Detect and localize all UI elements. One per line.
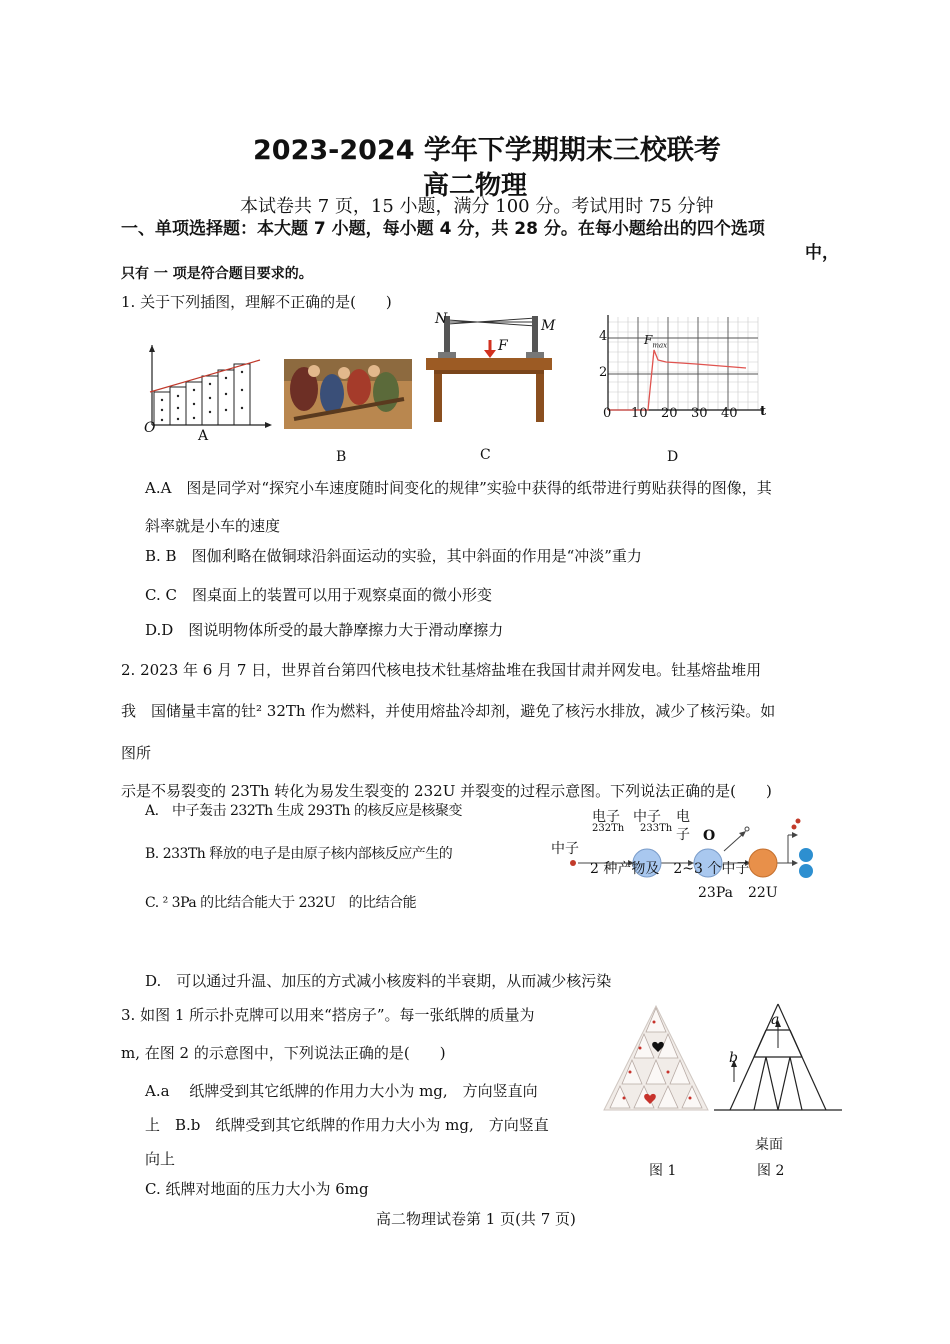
q1-fig-d-ytick-2: 2 <box>599 365 608 380</box>
section-heading: 一、单项选择题：本大题 7 小题，每小题 4 分，共 28 分。在每小题给出的四个选项 <box>121 219 765 239</box>
q1-fig-c-n: N <box>435 311 448 327</box>
q1-figure-d-graph <box>596 312 776 427</box>
q1-fig-c-label: C <box>480 447 491 463</box>
q3-stem-line1: 3. 如图 1 所示扑克牌可以用来“搭房子”。每一张纸牌的质量为 <box>121 1006 535 1024</box>
q1-fig-d-xlabel: t <box>760 404 767 419</box>
q3-option-b-cont: 向上 <box>145 1150 176 1168</box>
q1-stem: 1. 关于下列插图，理解不正确的是( ) <box>121 293 392 311</box>
q2-option-b: B. 233Th 释放的电子是由原子核内部核反应产生的 <box>145 846 453 862</box>
q2-diagram-u: 22U <box>748 885 778 901</box>
q2-stem-line3: 图所 <box>121 744 152 762</box>
q2-diagram-products: 2 种产物及 2~3 个中子 <box>590 861 750 877</box>
exam-subject: 高二物理 <box>423 171 528 201</box>
q1-fig-c-f: F <box>498 338 508 354</box>
q3-fig2-label: 图 2 <box>757 1163 785 1179</box>
q2-diagram-neutron-1: 中子 <box>633 809 661 825</box>
page-footer: 高二物理试卷第 1 页(共 7 页) <box>376 1210 576 1228</box>
q2-diagram-electron-2: 电 <box>676 809 690 825</box>
q1-fig-b-label: B <box>336 449 347 465</box>
q3-option-c: C. 纸牌对地面的压力大小为 6mg <box>145 1180 369 1198</box>
q2-option-a: A. 中子轰击 232Th 生成 293Th 的核反应是核聚变 <box>145 803 463 819</box>
q1-option-a: A.A 图是同学对“探究小车速度随时间变化的规律”实验中获得的纸带进行剪贴获得的图像，其 <box>145 479 772 497</box>
q1-option-d: D.D 图说明物体所受的最大静摩擦力大于滑动摩擦力 <box>145 621 504 639</box>
section-heading-end: 中， <box>805 243 839 263</box>
q2-option-c: C. ² 3Pa 的比结合能大于 232U 的比结合能 <box>145 895 417 911</box>
q1-fig-d-xtick-10: 10 <box>631 406 648 421</box>
q3-option-a: A.a 纸牌受到其它纸牌的作用力大小为 mg, 方向竖直向 <box>145 1082 538 1100</box>
q1-fig-d-ytick-4: 4 <box>599 329 608 344</box>
q2-diagram-neutron-in: 中子 <box>551 841 579 857</box>
exam-title: 2023-2024 学年下学期期末三校联考 <box>253 135 721 166</box>
q3-figure-1-card-house <box>600 1002 712 1114</box>
q3-fig2-b: b <box>729 1050 738 1066</box>
q1-fig-d-xtick-30: 30 <box>691 406 708 421</box>
section-instruction: 只有 一 项是符合题目要求的。 <box>121 266 313 282</box>
q3-table-label: 桌面 <box>755 1137 783 1153</box>
q1-figure-c-table <box>424 312 554 427</box>
q1-option-b: B. B 图伽利略在做铜球沿斜面运动的实验，其中斜面的作用是“冲淡”重力 <box>145 547 642 565</box>
q2-option-d: D. 可以通过升温、加压的方式减小核废料的半衰期，从而减少核污染 <box>145 972 612 990</box>
q1-fig-d-origin: 0 <box>603 406 612 421</box>
q2-diagram-electron-2b: 子 <box>676 827 690 843</box>
q2-diagram-th233: 233Th <box>640 823 673 834</box>
q2-stem-line2: 我 国储量丰富的钍² 32Th 作为燃料，并使用熔盐冷却剂，避免了核污水排放，减少了核污染。如 <box>121 702 776 720</box>
q2-diagram-th232: 232Th <box>592 823 625 834</box>
q1-figure-a <box>140 340 275 435</box>
q1-figure-b-painting <box>284 359 412 429</box>
q1-option-a-cont: 斜率就是小车的速度 <box>145 517 281 535</box>
q1-fig-a-label: A <box>198 428 209 444</box>
q3-fig1-label: 图 1 <box>649 1163 677 1179</box>
q2-diagram-o-mark: O <box>703 828 716 844</box>
q1-fig-d-xtick-20: 20 <box>661 406 678 421</box>
q1-option-c: C. C 图桌面上的装置可以用于观察桌面的微小形变 <box>145 586 492 604</box>
q3-option-a-b: 上 B.b 纸牌受到其它纸牌的作用力大小为 mg, 方向竖直 <box>145 1116 549 1134</box>
q1-fig-d-label: D <box>667 449 679 465</box>
q2-diagram-pa: 23Pa <box>698 885 733 901</box>
q2-stem-line1: 2. 2023 年 6 月 7 日，世界首台第四代核电技术钍基熔盐堆在我国甘肃并网发电。钍基熔盐堆用 <box>121 661 762 679</box>
exam-info: 本试卷共 7 页，15 小题，满分 100 分。考试用时 75 分钟 <box>240 196 714 217</box>
q1-fig-d-xtick-40: 40 <box>721 406 738 421</box>
q1-fig-c-m: M <box>541 318 556 334</box>
q1-fig-d-fmax: $F_{max}$ <box>644 333 668 350</box>
q2-diagram-electron-1: 电子 <box>592 809 620 825</box>
q2-stem-line4: 示是不易裂变的 23Th 转化为易发生裂变的 232U 并裂变的过程示意图。下列说法正确的是( ) <box>121 782 772 800</box>
q1-fig-a-origin: O <box>144 420 156 436</box>
q3-fig2-a: a <box>771 1012 780 1028</box>
q3-stem-line2: m, 在图 2 的示意图中，下列说法正确的是( ) <box>121 1044 446 1062</box>
